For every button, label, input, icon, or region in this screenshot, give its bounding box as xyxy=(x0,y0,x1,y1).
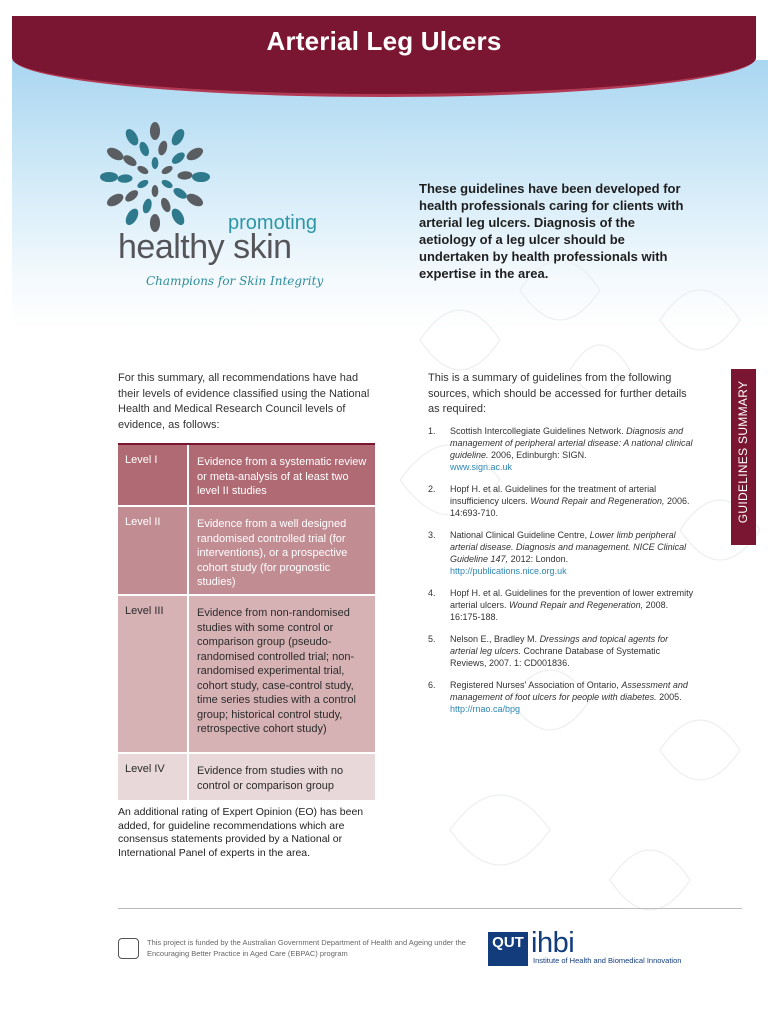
logo-petal xyxy=(160,178,174,190)
level-description: Evidence from a systematic review or meta-analysis of at least two level II studies xyxy=(187,445,375,505)
level-description: Evidence from non-randomised studies with some control or comparison group (pseudo-randomised controlled trial; non-randomised experimental trial, cohort study, case-control study, time series studies with a control group; historical control study, retrospective cohort study) xyxy=(187,596,375,752)
logo-petal xyxy=(185,191,206,209)
list-item xyxy=(428,633,698,669)
promoting-healthy-skin-logo xyxy=(100,122,350,297)
logo-petal xyxy=(105,145,126,163)
logo-petal xyxy=(138,140,151,157)
reference-number: 2. xyxy=(428,484,436,494)
guidelines-summary-tab xyxy=(731,369,756,545)
list-item xyxy=(428,483,698,519)
logo-petal xyxy=(141,198,153,215)
sources-intro-paragraph: This is a summary of guidelines from the following sources, which should be accessed for further details as required: xyxy=(428,372,687,415)
level-label: Level III xyxy=(125,605,164,617)
reference-title: Diagnosis and management of peripheral arterial disease: A national clinical guideline. xyxy=(450,426,693,460)
list-item xyxy=(428,529,698,577)
reference-publication: 2008. 16:175-188. xyxy=(450,600,669,622)
reference-text xyxy=(450,425,698,473)
reference-text xyxy=(450,633,698,669)
level-label: Level IV xyxy=(125,763,165,775)
flower-logo-icon xyxy=(100,122,210,232)
level-label: Level I xyxy=(125,454,158,466)
reference-author: National Clinical Guideline Centre, xyxy=(450,530,588,540)
logo-promoting-text: promoting xyxy=(228,212,317,234)
reference-link[interactable]: www.sign.ac.uk xyxy=(450,462,513,472)
logo-petal xyxy=(105,191,126,209)
intro-paragraph: These guidelines have been developed for health professionals caring for clients with arterial leg ulcers. Diagnosis of the aetiology of a leg ulcer should be undertaken by health professionals with expertise in the area. xyxy=(419,181,684,281)
evidence-levels-table xyxy=(118,443,375,802)
reference-text xyxy=(450,679,698,715)
ihbi-logo-text: ihbi xyxy=(531,927,575,959)
logo-petal xyxy=(121,153,138,168)
reference-text xyxy=(450,483,698,519)
level-description: Evidence from studies with no control or comparison group xyxy=(187,754,375,800)
reference-publication: 2005. xyxy=(659,692,682,702)
page-title: Arterial Leg Ulcers xyxy=(266,26,502,56)
ihbi-full-name: Institute of Health and Biomedical Innovation xyxy=(533,956,682,965)
logo-petal xyxy=(169,127,187,148)
expert-opinion-note: An additional rating of Expert Opinion (EO) has been added, for guideline recommendations which are consensus statements provided by a National or International Panel of experts in the area. xyxy=(118,806,364,859)
reference-author: Scottish Intercollegiate Guidelines Network. xyxy=(450,426,624,436)
list-item xyxy=(428,587,698,623)
reference-author: Nelson E., Bradley M. xyxy=(450,634,538,644)
reference-number: 1. xyxy=(428,426,436,436)
reference-publication: Cochrane Database of Systematic Reviews, 2007. 1: CD001836. xyxy=(450,646,661,668)
table-row xyxy=(118,596,375,754)
table-row xyxy=(118,754,375,802)
reference-publication: 2012: London. xyxy=(510,554,569,564)
logo-petal xyxy=(152,185,159,197)
reference-number: 5. xyxy=(428,634,436,644)
logo-petal xyxy=(123,207,141,228)
level-label: Level II xyxy=(125,516,161,528)
reference-list xyxy=(428,425,698,725)
level-description: Evidence from a well designed randomised controlled trial (for interventions), or a prospective cohort study (for prognostic studies) xyxy=(187,507,375,594)
reference-author: Hopf H. et al. Guidelines for the treatment of arterial insufficiency ulcers. xyxy=(450,484,657,506)
logo-petal xyxy=(123,188,140,204)
qut-logo: QUT xyxy=(488,932,528,966)
logo-petal xyxy=(117,174,132,183)
footer-divider xyxy=(118,908,742,909)
reference-link[interactable]: http://rnao.ca/bpg xyxy=(450,704,521,714)
logo-petal xyxy=(169,207,187,228)
logo-tagline: Champions for Skin Integrity xyxy=(146,274,324,288)
reference-title: Assessment and management of foot ulcers for people with diabetes. xyxy=(450,680,688,702)
logo-petal xyxy=(159,197,172,214)
australian-government-logo-icon xyxy=(118,938,139,959)
logo-petal xyxy=(136,178,150,190)
reference-text xyxy=(450,529,698,577)
logo-petal xyxy=(150,122,160,140)
funding-statement: This project is funded by the Australian Government Department of Health and Ageing under the Encouraging Better Practice in Aged Care (EBPAC) program xyxy=(147,938,466,958)
logo-petal xyxy=(192,172,210,182)
logo-petal xyxy=(172,186,189,201)
logo-petal xyxy=(160,164,174,176)
reference-text xyxy=(450,587,698,623)
logo-petal xyxy=(123,127,141,148)
levels-intro-paragraph: For this summary, all recommendations have had their levels of evidence classified using the National Health and Medical Research Council levels of evidence, as follows: xyxy=(118,372,370,431)
reference-link[interactable]: http://publications.nice.org.uk xyxy=(450,566,567,576)
reference-publication: 2006. 14:693-710. xyxy=(450,496,690,518)
reference-number: 6. xyxy=(428,680,436,690)
reference-author: Registered Nurses' Association of Ontario, xyxy=(450,680,619,690)
logo-petal xyxy=(152,157,159,169)
logo-petal xyxy=(170,150,187,166)
reference-title: Dressings and topical agents for arterial leg ulcers. xyxy=(450,634,669,656)
logo-healthy-skin-text: healthy skin xyxy=(118,228,292,266)
list-item xyxy=(428,425,698,473)
logo-petal xyxy=(185,145,206,163)
reference-author: Hopf H. et al. Guidelines for the prevention of lower extremity arterial ulcers. xyxy=(450,588,694,610)
reference-number: 4. xyxy=(428,588,436,598)
logo-petal xyxy=(157,140,169,157)
reference-number: 3. xyxy=(428,530,436,540)
table-row xyxy=(118,507,375,596)
reference-title: Lower limb peripheral arterial disease. Diagnosis and management. NICE Clinical Guideline 147, xyxy=(450,530,687,564)
logo-petal xyxy=(136,164,150,176)
reference-title: Wound Repair and Regeneration, xyxy=(509,600,644,610)
logo-petal xyxy=(100,172,118,182)
logo-petal xyxy=(177,171,192,180)
reference-publication: 2006, Edinburgh: SIGN. xyxy=(491,450,587,460)
side-tab-label: GUIDELINES SUMMARY xyxy=(736,380,750,524)
list-item xyxy=(428,679,698,715)
reference-title: Wound Repair and Regeneration, xyxy=(530,496,665,506)
table-row xyxy=(118,445,375,507)
